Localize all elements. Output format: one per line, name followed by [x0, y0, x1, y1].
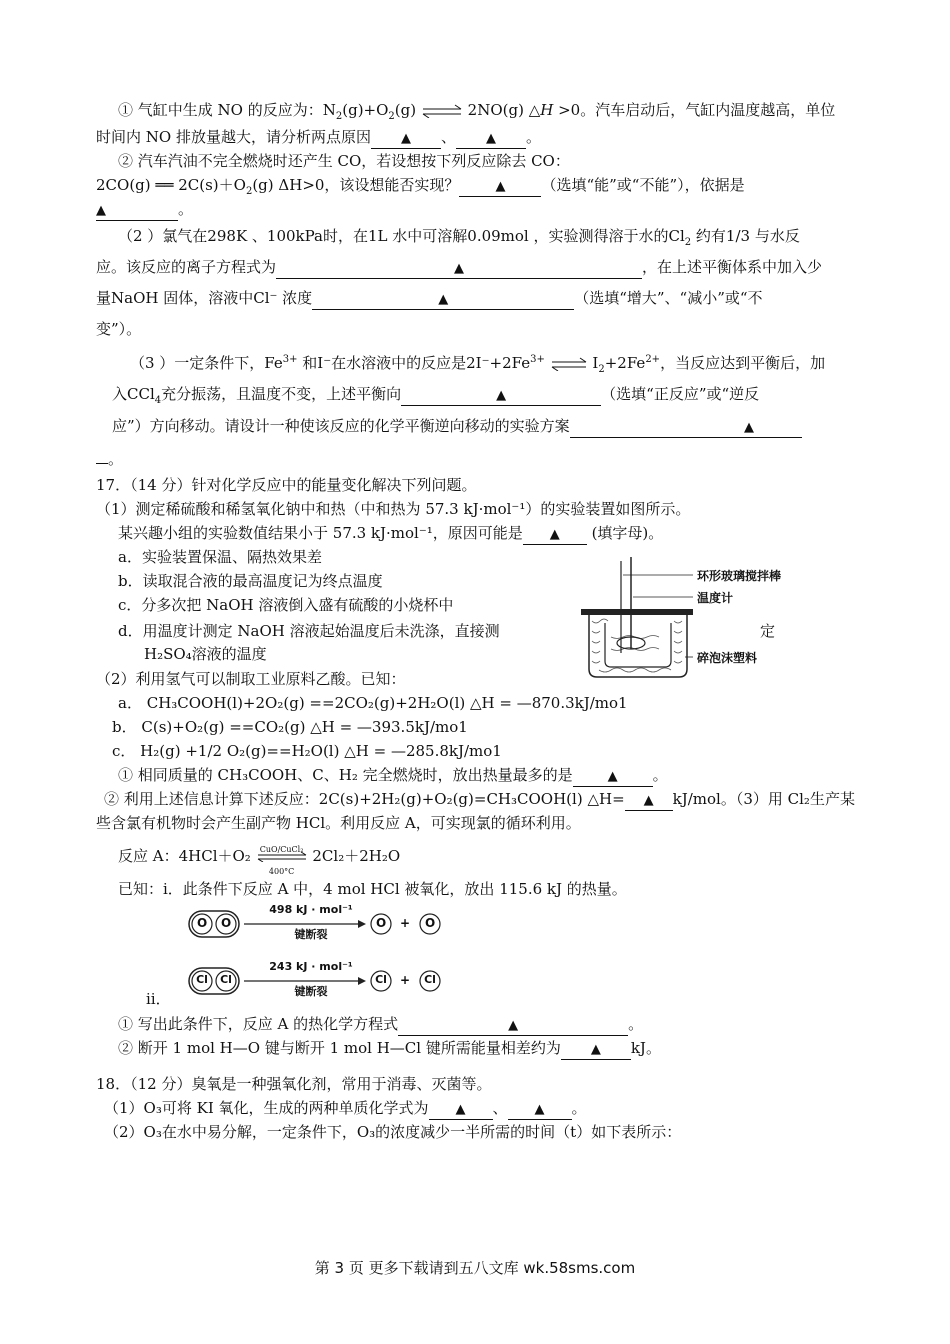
q16-s3-line4: 。	[96, 448, 123, 470]
answer-blank[interactable]: ▲	[570, 417, 802, 438]
page-footer: 第 3 页 更多下载请到五八文库 wk.58sms.com	[314, 1259, 636, 1277]
equilibrium-arrow-icon	[421, 104, 463, 118]
q17-s3q1: ① 写出此条件下，反应 A 的热化学方程式 ▲ 。	[118, 1013, 643, 1036]
q17-opt-b: b．读取混合液的最高温度记为终点温度	[118, 572, 383, 590]
answer-blank[interactable]: ▲	[523, 524, 587, 545]
q18-s1: （1）O₃可将 KI 氧化，生成的两种单质化学式为 ▲ 、 ▲ 。	[104, 1097, 587, 1120]
q17-s2q1: ① 相同质量的 CH₃COOH、C、H₂ 完全燃烧时，放出热量最多的是 ▲ 。	[118, 764, 668, 787]
answer-blank[interactable]: ▲	[456, 128, 526, 149]
plus-sign: +	[400, 973, 411, 987]
q16-s2-line3: 量NaOH 固体，溶液中Cl⁻ 浓度 ▲ （选填“增大”、“减小”或“不	[96, 287, 763, 310]
q18-head: 18．（12 分）臭氧是一种强氧化剂，常用于消毒、灭菌等。	[96, 1075, 492, 1093]
plus-sign: +	[400, 916, 411, 930]
bond-energy-cl2: 243 kJ · mol⁻¹	[269, 960, 353, 973]
fig-label-stirrer: 环形玻璃搅拌棒	[697, 569, 782, 583]
answer-blank[interactable]: ▲	[625, 790, 673, 811]
q16-line2: 时间内 NO 排放量越大，请分析两点原因 ▲ 、 ▲ 。	[96, 126, 541, 149]
atom-o: O	[221, 916, 232, 930]
q17-eq-b: b． C(s)+O₂(g) ==CO₂(g) △H = —393.5kJ/mo1	[112, 718, 468, 736]
q17-s1b: 某兴趣小组的实验数值结果小于 57.3 kJ·mol⁻¹，原因可能是 ▲ (填字母)。	[118, 522, 663, 545]
q17-opt-d1: d．用温度计测定 NaOH 溶液起始温度后未洗涤，直接测	[118, 622, 500, 640]
answer-blank[interactable]	[96, 463, 108, 464]
atom-o: O	[425, 916, 436, 930]
q17-s1a: （1）测定稀硫酸和稀氢氧化钠中和热（中和热为 57.3 kJ·mol⁻¹）的实验装置如图所示。	[96, 500, 691, 518]
q17-eq-c: c． H₂(g) +1/2 O₂(g)==H₂O(l) △H = —285.8kJ/mo1	[112, 742, 502, 760]
fig-label-thermometer: 温度计	[697, 591, 734, 605]
q17-eq-a: a． CH₃COOH(l)+2O₂(g) ==2CO₂(g)+2H₂O(l) △H = —870.3kJ/mo1	[118, 694, 628, 712]
q16-s2-line4: 变”）。	[96, 320, 142, 338]
q16-s3-line1: （3 ）一定条件下，$Fe^{3+}$ 和I⁻在水溶液中的反应是$2I^-+2Fe^{3+}$ $I_2+2Fe^{2+}$，当反应达到平衡后，加	[130, 354, 826, 375]
q16-s3-line2: 入CCl$_4$充分振荡，且温度不变，上述平衡向 ▲ （选填“正反应”或“逆反	[112, 385, 760, 406]
q17-ii: ⅱ．	[146, 990, 171, 1008]
answer-blank[interactable]: ▲	[508, 1099, 572, 1120]
q16-line1: ① 气缸中生成 NO 的反应为：$N_2(g)+O_2(g)$ 2NO(g) △H >0。汽车启动后，气缸内温度越高，单位	[118, 101, 836, 122]
q17-head: 17．（14 分）针对化学反应中的能量变化解决下列问题。	[96, 476, 477, 494]
bond-diagram-cl2	[188, 962, 458, 1002]
q17-s2q2: ② 利用上述信息计算下述反应：2C(s)+2H₂(g)+O₂(g)=CH₃COOH(l) △H= ▲ kJ/mol。（3）用 Cl₂生产某	[104, 788, 855, 811]
bond-break-label: 键断裂	[294, 928, 328, 941]
q17-opt-a: a．实验装置保温、隔热效果差	[118, 548, 322, 566]
answer-blank[interactable]: ▲	[401, 385, 601, 406]
catalyst-arrow: CuO/CuCl₂ 400°C	[256, 846, 308, 868]
q17-reaction-a: 反应 A：4HCl＋O₂ CuO/CuCl₂ 400°C 2Cl₂＋2H₂O	[118, 845, 401, 876]
q17-known: 已知：ⅰ．此条件下反应 A 中，4 mol HCl 被氧化，放出 115.6 kJ 的热量。	[118, 880, 627, 898]
atom-cl: Cl	[424, 973, 436, 986]
answer-blank[interactable]: ▲	[96, 200, 178, 221]
answer-blank[interactable]: ▲	[561, 1039, 631, 1060]
q17-s2: （2）利用氢气可以制取工业原料乙酸。已知：	[96, 670, 406, 688]
answer-blank[interactable]: ▲	[312, 289, 574, 310]
answer-blank[interactable]: ▲	[459, 176, 541, 197]
q16-line4: 2CO(g) ══ $2C(s)+O_2(g)$ ΔH>0，该设想能否实现？ ▲ （选填“能”或“不能”），依据是	[96, 176, 745, 197]
atom-cl: Cl	[375, 973, 387, 986]
answer-blank[interactable]: ▲	[429, 1099, 493, 1120]
answer-blank[interactable]: ▲	[371, 128, 441, 149]
atom-cl: Cl	[220, 973, 232, 986]
atom-o: O	[376, 916, 387, 930]
answer-blank[interactable]: ▲	[276, 258, 642, 279]
answer-blank[interactable]: ▲	[398, 1015, 628, 1036]
bond-energy-o2: 498 kJ · mol⁻¹	[269, 903, 353, 916]
bond-diagram-o2	[188, 905, 458, 945]
q16-s2-line2: 应。该反应的离子方程式为 ▲ ，在上述平衡体系中加入少	[96, 256, 822, 279]
equilibrium-arrow-icon	[550, 357, 588, 371]
q18-s2: （2）O₃在水中易分解，一定条件下，O₃的浓度减少一半所需的时间（t）如下表所示：	[104, 1123, 682, 1141]
q17-opt-d2: H₂SO₄溶液的温度	[144, 645, 267, 663]
q17-s3a: 些含氯有机物时会产生副产物 HCl。利用反应 A，可实现氯的循环利用。	[96, 814, 581, 832]
atom-o: O	[197, 916, 208, 930]
bond-break-label: 键断裂	[294, 985, 328, 998]
q17-opt-d1b: 定	[760, 622, 776, 640]
q17-s3q2: ② 断开 1 mol H—O 键与断开 1 mol H—Cl 键所需能量相差约为 ▲ kJ。	[118, 1037, 661, 1060]
answer-blank[interactable]: ▲	[573, 766, 653, 787]
q17-opt-c: c．分多次把 NaOH 溶液倒入盛有硫酸的小烧杯中	[118, 596, 454, 614]
q16-line3: ② 汽车汽油不完全燃烧时还产生 CO，若设想按下列反应除去 CO：	[118, 152, 570, 170]
q16-s2-line1: （2 ）氯气在298K 、100kPa时，在1L 水中可溶解0.09mol ，实验测得溶于水的$Cl_2$ 约有1/3 与水反	[118, 227, 800, 248]
atom-cl: Cl	[196, 973, 208, 986]
q16-line5: ▲ 。	[96, 198, 193, 221]
fig-label-foam: 碎泡沫塑料	[697, 651, 758, 665]
q16-s3-line3: 应”）方向移动。请设计一种使该反应的化学平衡逆向移动的实验方案 ▲	[112, 415, 802, 438]
